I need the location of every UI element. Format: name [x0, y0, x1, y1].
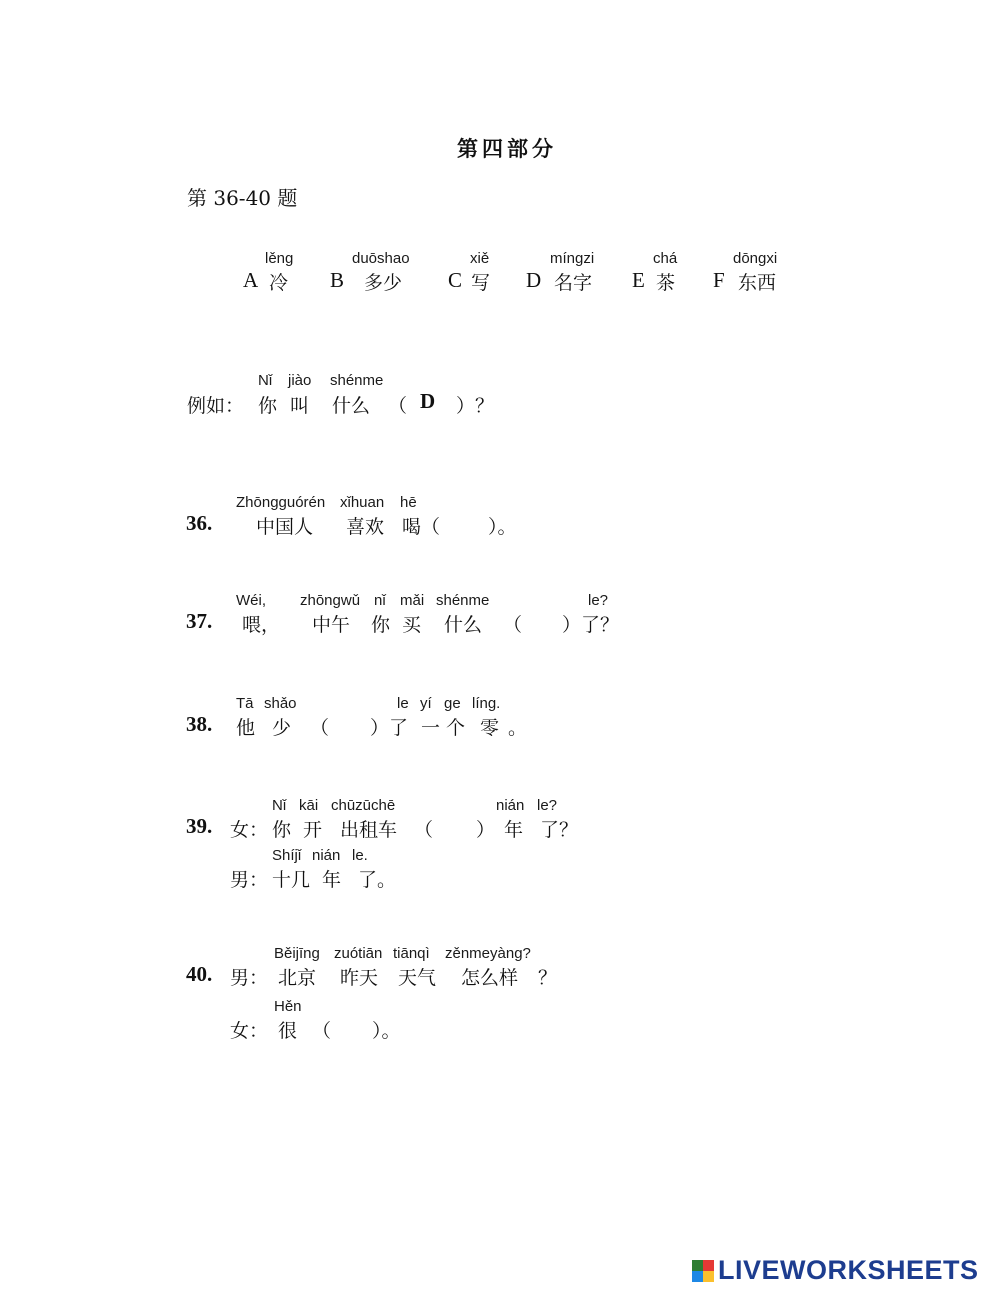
option-b-pinyin: duōshao: [352, 250, 410, 267]
q40-pinyin2-1: Hěn: [274, 998, 302, 1015]
option-c-hanzi: 写: [471, 272, 491, 294]
q37-hanzi-5: 什么: [444, 614, 483, 636]
example-close-paren: ）？: [456, 395, 495, 417]
q38-number: 38.: [186, 712, 213, 736]
q39-hanzi1-2: 开: [303, 819, 323, 841]
q38-pinyin-5: ge: [444, 695, 461, 712]
example-pinyin-1: Nǐ: [258, 372, 273, 389]
q39-pinyin1-4: nián: [496, 797, 525, 814]
option-a-hanzi: 冷: [269, 272, 289, 294]
q40-pinyin1-4: zěnmeyàng?: [445, 945, 531, 962]
option-c-letter: C: [448, 268, 463, 292]
q40-pinyin1-3: tiānqì: [393, 945, 430, 962]
example-pinyin-3: shénme: [330, 372, 384, 389]
q39-pinyin1-5: le?: [537, 797, 558, 814]
example-hanzi-3: 什么: [332, 395, 371, 417]
q40-hanzi2-1: 很: [278, 1020, 298, 1042]
liveworksheets-logo[interactable]: [692, 1255, 979, 1286]
q39-hanzi1-7: 了？: [540, 819, 579, 841]
q38-hanzi-5: 一: [421, 717, 441, 739]
q37-pinyin-1: Wéi,: [236, 592, 266, 609]
q40-hanzi1-3: 天气: [398, 967, 437, 989]
q37-pinyin-3: nǐ: [374, 592, 386, 609]
q40-pinyin1-1: Běijīng: [274, 945, 320, 962]
example-open-paren: （: [388, 395, 408, 417]
q38-pinyin-4: yí: [420, 695, 432, 712]
q38-pinyin-1: Tā: [236, 695, 254, 712]
liveworksheets-logo-icon: [692, 1260, 714, 1282]
q38-hanzi-7: 零: [480, 717, 500, 739]
example-pinyin-2: jiào: [288, 372, 312, 389]
q38-hanzi-1: 他: [236, 717, 256, 739]
q40-pinyin1-2: zuótiān: [334, 945, 383, 962]
q36-hanzi-3: 喝（: [402, 516, 441, 538]
q39-pinyin1-2: kāi: [299, 797, 319, 814]
q36-pinyin-2: xǐhuan: [340, 494, 385, 511]
q39-pinyin1-3: chūzūchē: [331, 797, 396, 814]
q39-speaker2: 男：: [230, 869, 269, 891]
q39-hanzi1-3: 出租车: [340, 819, 398, 841]
example-label: 例如：: [187, 395, 245, 417]
q37-hanzi-4: 买: [402, 614, 422, 636]
q38-pinyin-6: líng.: [472, 695, 501, 712]
option-e-pinyin: chá: [653, 250, 678, 267]
option-b-letter: B: [330, 268, 345, 292]
q39-hanzi1-4: （: [414, 819, 434, 841]
q40-hanzi1-1: 北京: [278, 967, 317, 989]
q38-hanzi-8: 。: [508, 717, 528, 739]
q38-hanzi-4: ）了: [370, 717, 409, 739]
option-f-pinyin: dōngxi: [733, 250, 778, 267]
q39-hanzi1-5: ）: [476, 819, 496, 841]
q37-pinyin-5: shénme: [436, 592, 490, 609]
q36-hanzi-1: 中国人: [256, 516, 314, 538]
example-hanzi-2: 叫: [290, 395, 310, 417]
q37-number: 37.: [186, 609, 213, 633]
liveworksheets-logo-text: LIVEWORKSHEETS: [718, 1255, 979, 1285]
q38-hanzi-2: 少: [272, 717, 292, 739]
q39-pinyin2-1: Shíjǐ: [272, 847, 302, 864]
q38-hanzi-6: 个: [446, 717, 466, 739]
q40-number: 40.: [186, 962, 213, 986]
option-a-pinyin: lěng: [265, 250, 294, 267]
q36-pinyin-1: Zhōngguórén: [236, 494, 326, 511]
q39-number: 39.: [186, 814, 213, 838]
q40-hanzi1-4: 怎么样: [461, 967, 519, 989]
option-f-letter: F: [713, 268, 725, 292]
option-d-pinyin: míngzi: [550, 250, 595, 267]
q39-hanzi1-6: 年: [504, 819, 524, 841]
q40-hanzi1-5: ？: [538, 967, 558, 989]
q37-hanzi-1: 喂，: [242, 614, 281, 636]
q40-hanzi1-2: 昨天: [340, 967, 379, 989]
option-a-letter: A: [243, 268, 259, 292]
option-d-hanzi: 名字: [554, 272, 593, 294]
question-range: 第 36-40 题: [187, 186, 298, 210]
option-e-letter: E: [632, 268, 645, 292]
q38-pinyin-3: le: [397, 695, 409, 712]
q37-hanzi-2: 中午: [312, 614, 351, 636]
q39-pinyin2-3: le.: [352, 847, 368, 864]
section-title: 第四部分: [457, 136, 557, 161]
option-f-hanzi: 东西: [738, 272, 777, 294]
q37-pinyin-6: le?: [588, 592, 609, 609]
q37-pinyin-2: zhōngwǔ: [300, 592, 361, 609]
q37-hanzi-3: 你: [371, 614, 391, 636]
option-b-hanzi: 多少: [364, 272, 403, 294]
q37-pinyin-4: mǎi: [400, 592, 425, 609]
q36-hanzi-2: 喜欢: [346, 516, 385, 538]
q39-hanzi2-2: 年: [322, 869, 342, 891]
q36-hanzi-4: ）。: [488, 516, 517, 538]
q40-speaker2: 女：: [230, 1020, 269, 1042]
q40-hanzi2-2: （: [312, 1020, 332, 1042]
q37-hanzi-6: （: [503, 614, 523, 636]
q39-pinyin1-1: Nǐ: [272, 797, 287, 814]
option-e-hanzi: 茶: [656, 272, 676, 294]
q39-hanzi1-1: 你: [272, 819, 292, 841]
q39-hanzi2-3: 了。: [358, 869, 397, 891]
q40-speaker1: 男：: [230, 967, 269, 989]
q36-pinyin-3: hē: [400, 494, 417, 511]
q38-hanzi-3: （: [310, 717, 330, 739]
q39-speaker1: 女：: [230, 819, 269, 841]
q39-pinyin2-2: nián: [312, 847, 341, 864]
example-answer: D: [420, 389, 436, 413]
q37-hanzi-7: ）了？: [562, 614, 620, 636]
option-c-pinyin: xiě: [470, 250, 490, 267]
q36-number: 36.: [186, 511, 213, 535]
option-d-letter: D: [526, 268, 542, 292]
q40-hanzi2-3: ）。: [372, 1020, 401, 1042]
q38-pinyin-2: shǎo: [264, 695, 297, 712]
q39-hanzi2-1: 十几: [272, 869, 311, 891]
example-hanzi-1: 你: [258, 395, 278, 417]
